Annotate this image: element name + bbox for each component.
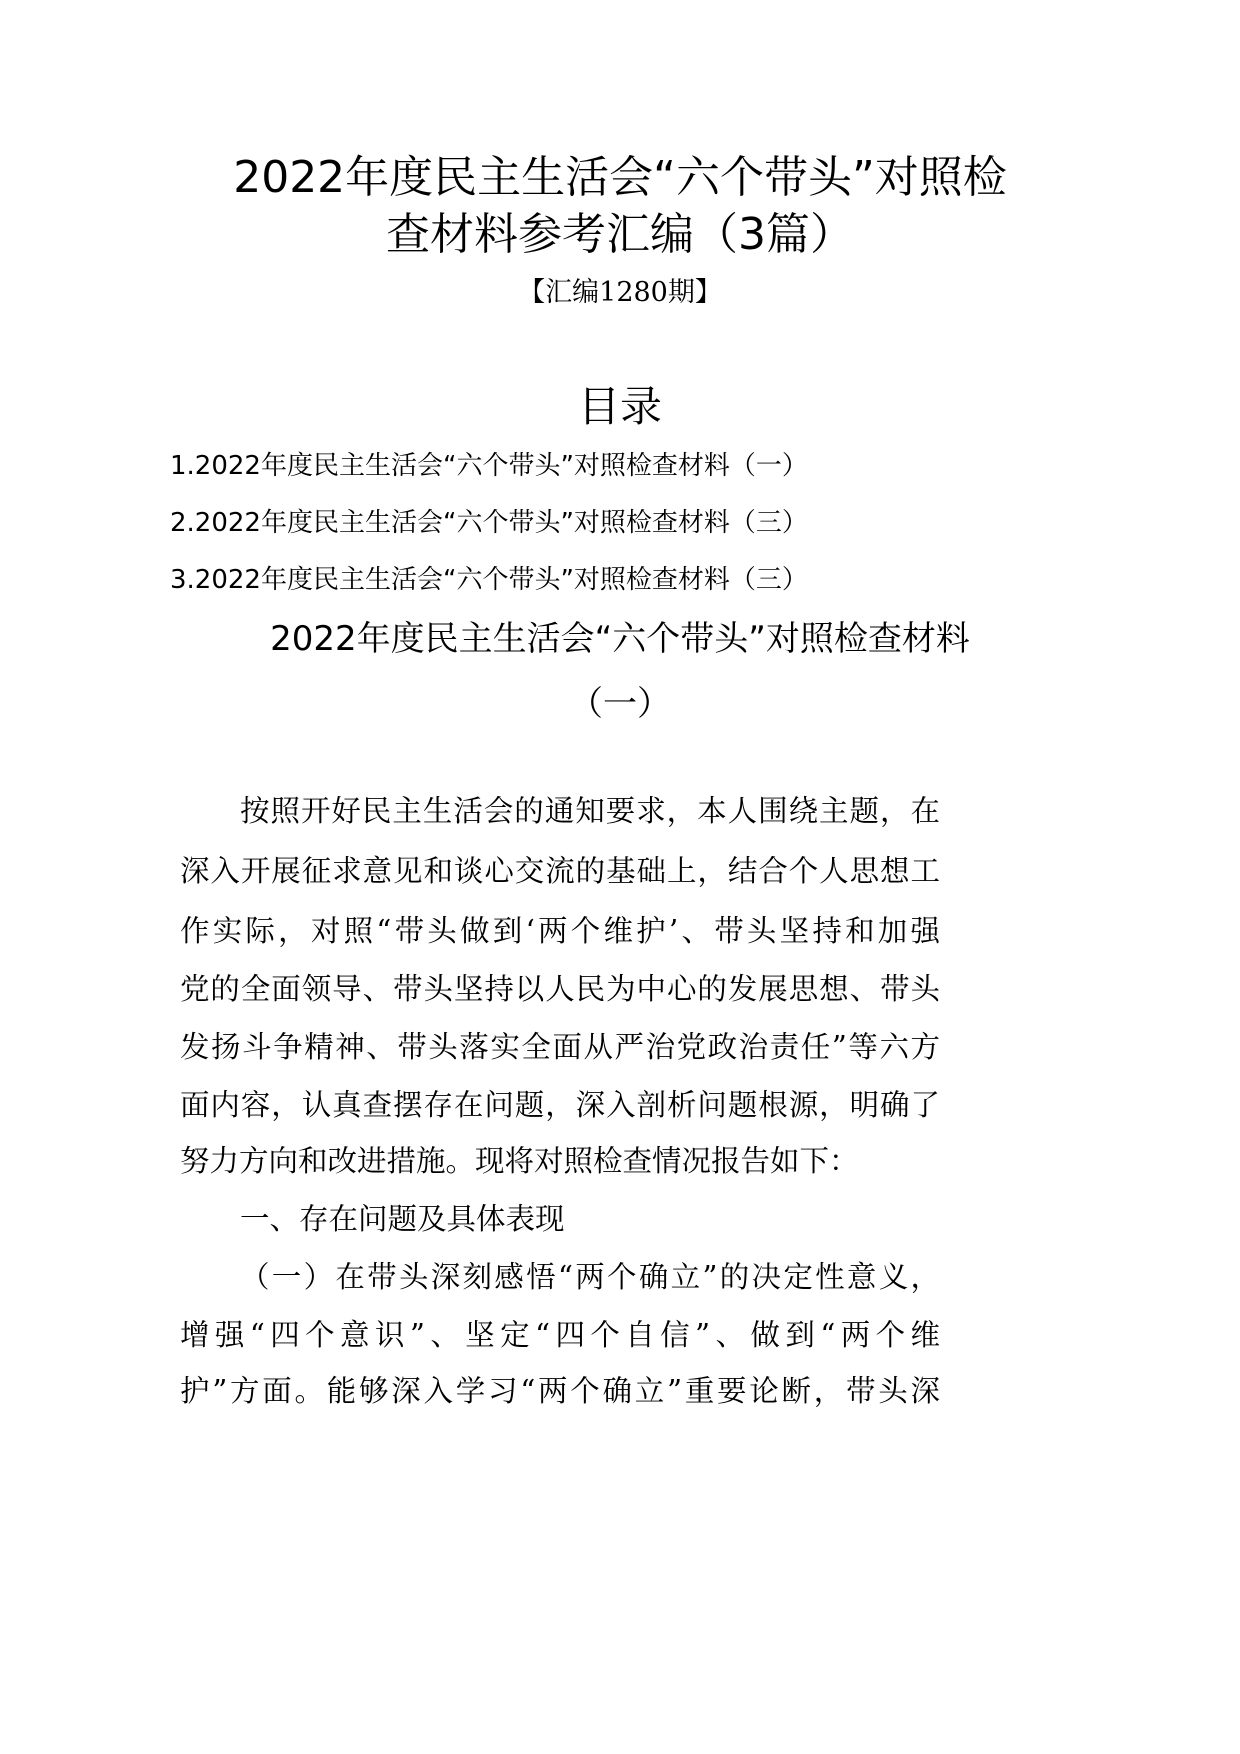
body-line: 护”方面。能够深入学习“两个确立”重要论断，带头深 bbox=[180, 1374, 940, 1408]
body-line: （一）在带头深刻感悟“两个确立”的决定性意义， bbox=[240, 1260, 940, 1294]
doc-title-line2: 查材料参考汇编（3篇） bbox=[386, 209, 854, 260]
section-title-line1: 2022年度民主生活会“六个带头”对照检查材料 bbox=[270, 619, 970, 659]
body-line: 按照开好民主生活会的通知要求，本人围绕主题，在 bbox=[240, 794, 940, 828]
body-line: 作实际，对照“带头做到‘两个维护’、带头坚持和加强 bbox=[180, 914, 940, 948]
body-line: 发扬斗争精神、带头落实全面从严治党政治责任”等六方 bbox=[180, 1030, 940, 1064]
doc-subtitle: 【汇编1280期】 bbox=[518, 277, 722, 308]
section-title-line2: （一） bbox=[569, 684, 671, 724]
body-line: 深入开展征求意见和谈心交流的基础上，结合个人思想工 bbox=[180, 854, 940, 888]
toc-heading: 目录 bbox=[577, 382, 662, 431]
heading-level1: 一、存在问题及具体表现 bbox=[240, 1202, 565, 1236]
toc-item[interactable]: 3.2022年度民主生活会“六个带头”对照检查材料（三） bbox=[170, 565, 808, 595]
body-line: 增强“四个意识”、坚定“四个自信”、做到“两个维 bbox=[180, 1318, 940, 1352]
body-line: 面内容，认真查摆存在问题，深入剖析问题根源，明确了 bbox=[180, 1088, 940, 1122]
doc-title-line1: 2022年度民主生活会“六个带头”对照检 bbox=[233, 152, 1007, 203]
toc-item[interactable]: 2.2022年度民主生活会“六个带头”对照检查材料（三） bbox=[170, 508, 808, 538]
body-line: 党的全面领导、带头坚持以人民为中心的发展思想、带头 bbox=[180, 972, 940, 1006]
body-line: 努力方向和改进措施。现将对照检查情况报告如下： bbox=[180, 1144, 859, 1178]
toc-item[interactable]: 1.2022年度民主生活会“六个带头”对照检查材料（一） bbox=[170, 451, 808, 481]
